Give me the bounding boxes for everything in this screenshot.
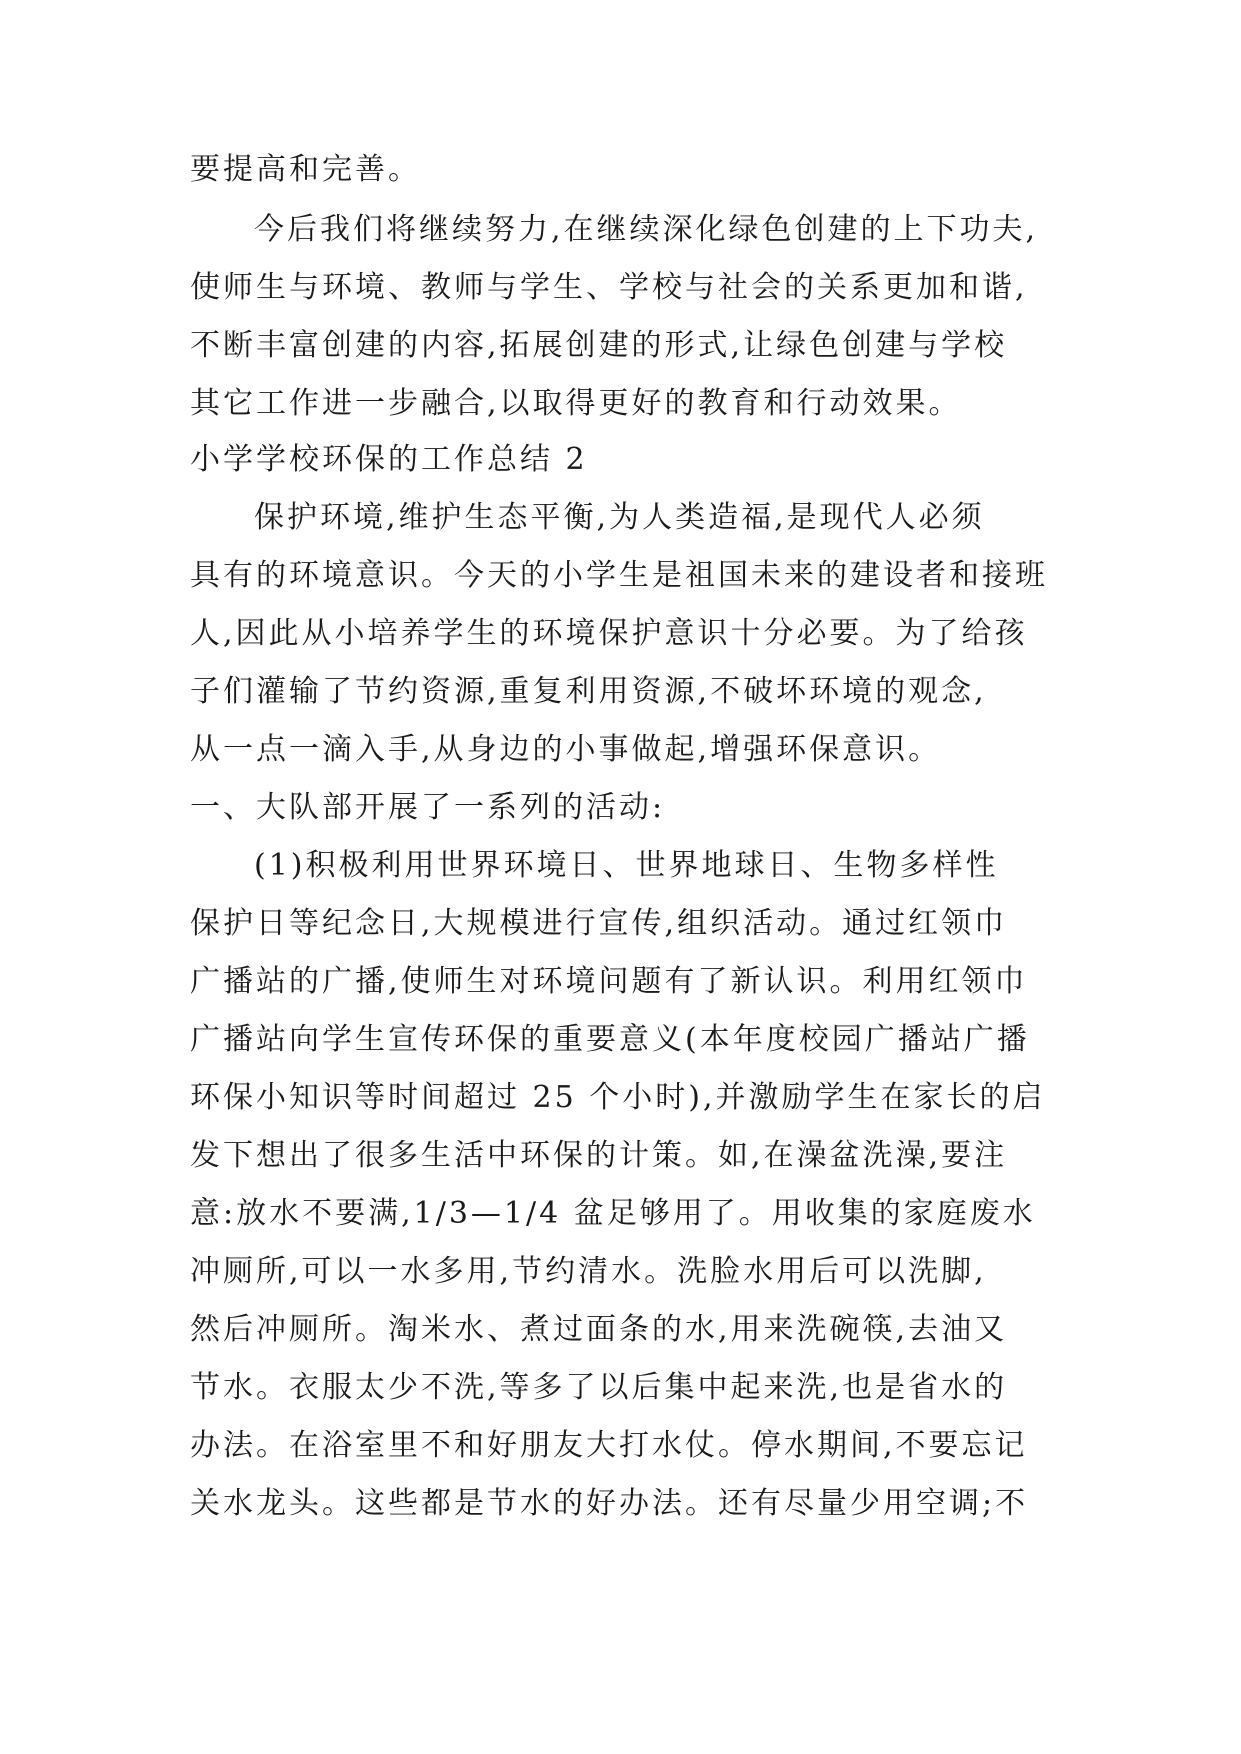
text-line: 然后冲厕所。淘米水、煮过面条的水,用来洗碗筷,去油又 [190, 1312, 1008, 1347]
text-line: 意:放水不要满,1/3—1/4 盆足够用了。用收集的家庭废水 [190, 1196, 1036, 1231]
paragraph-first-line: 保护环境,维护生态平衡,为人类造福,是现代人必须 [254, 500, 985, 535]
text-line: 广播站向学生宣传环保的重要意义(本年度校园广播站广播 [190, 1022, 1030, 1057]
text-line: 办法。在浴室里不和好朋友大打水仗。停水期间,不要忘记 [190, 1428, 1028, 1463]
text-line: 具有的环境意识。今天的小学生是祖国未来的建设者和接班 [190, 558, 1048, 593]
text-line: 冲厕所,可以一水多用,节约清水。洗脸水用后可以洗脚, [190, 1254, 987, 1289]
section-heading: 小学学校环保的工作总结 2 [190, 442, 588, 477]
text-line: 发下想出了很多生活中环保的计策。如,在澡盆洗澡,要注 [190, 1138, 1008, 1173]
text-line: 环保小知识等时间超过 25 个小时),并激励学生在家长的启 [190, 1080, 1046, 1115]
text-line: 关水龙头。这些都是节水的好办法。还有尽量少用空调;不 [190, 1486, 1029, 1521]
list-heading: 一、大队部开展了一系列的活动: [190, 790, 666, 825]
paragraph-first-line: (1)积极利用世界环境日、世界地球日、生物多样性 [254, 848, 999, 883]
paragraph-first-line: 今后我们将继续努力,在继续深化绿色创建的上下功夫, [254, 212, 1039, 247]
text-line: 要提高和完善。 [190, 152, 421, 187]
text-line: 保护日等纪念日,大规模进行宣传,组织活动。通过红领巾 [190, 906, 1008, 941]
text-line: 节水。衣服太少不洗,等多了以后集中起来洗,也是省水的 [190, 1370, 1008, 1405]
text-line: 广播站的广播,使师生对环境问题有了新认识。利用红领巾 [190, 964, 1028, 999]
text-line: 其它工作进一步融合,以取得更好的教育和行动效果。 [190, 386, 962, 421]
text-line: 子们灌输了节约资源,重复利用资源,不破坏环境的观念, [190, 674, 987, 709]
text-line: 使师生与环境、教师与学生、学校与社会的关系更加和谐, [190, 270, 1028, 305]
text-line: 不断丰富创建的内容,拓展创建的形式,让绿色创建与学校 [190, 328, 1008, 363]
text-line: 从一点一滴入手,从身边的小事做起,增强环保意识。 [190, 732, 942, 767]
text-line: 人,因此从小培养学生的环境保护意识十分必要。为了给孩 [190, 616, 1028, 651]
